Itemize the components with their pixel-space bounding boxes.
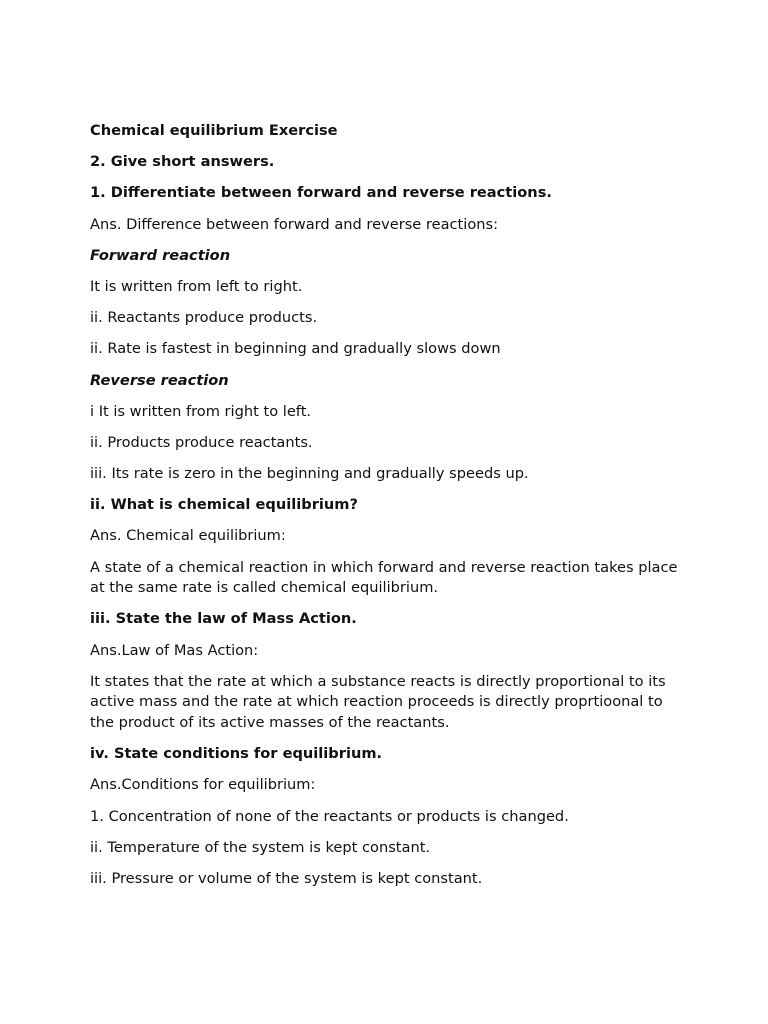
document-title: Chemical equilibrium Exercise <box>90 122 338 139</box>
reverse-point: iii. Its rate is zero in the beginning and gradually speeds up. <box>90 465 529 483</box>
answer-1-intro: Ans. Difference between forward and reverse reactions: <box>90 215 499 233</box>
forward-point: It is written from left to right. <box>90 277 303 295</box>
reverse-reaction-heading: Reverse reaction <box>90 371 229 389</box>
answer-3-intro: Ans.Law of Mas Action: <box>90 641 259 659</box>
forward-reaction-heading: Forward reaction <box>90 246 231 264</box>
question-1: 1. Differentiate between forward and reverse reactions. <box>90 184 552 202</box>
forward-point: ii. Reactants produce products. <box>90 309 318 327</box>
forward-point: ii. Rate is fastest in beginning and gradually slows down <box>90 340 501 358</box>
condition-point: iii. Pressure or volume of the system is kept constant. <box>90 869 483 887</box>
question-3: iii. State the law of Mass Action. <box>90 610 357 628</box>
answer-3-text: It states that the rate at which a substance reacts is directly proportional to its active mass and the rate at which reaction proceeds is directly proprtioonal to the product of its active masses of the reactants. <box>90 672 666 731</box>
answer-4-intro: Ans.Conditions for equilibrium: <box>90 776 316 794</box>
question-2: ii. What is chemical equilibrium? <box>90 496 358 514</box>
section-heading: 2. Give short answers. <box>90 153 275 171</box>
condition-point: ii. Temperature of the system is kept constant. <box>90 838 431 856</box>
reverse-point: i It is written from right to left. <box>90 402 312 420</box>
question-4: iv. State conditions for equilibrium. <box>90 745 383 763</box>
answer-2-text: A state of a chemical reaction in which forward and reverse reaction takes place at the same rate is called chemical equilibrium. <box>90 558 678 597</box>
reverse-point: ii. Products produce reactants. <box>90 433 313 451</box>
document-page <box>90 121 680 900</box>
condition-point: 1. Concentration of none of the reactants or products is changed. <box>90 807 569 825</box>
answer-2-intro: Ans. Chemical equilibrium: <box>90 527 286 545</box>
